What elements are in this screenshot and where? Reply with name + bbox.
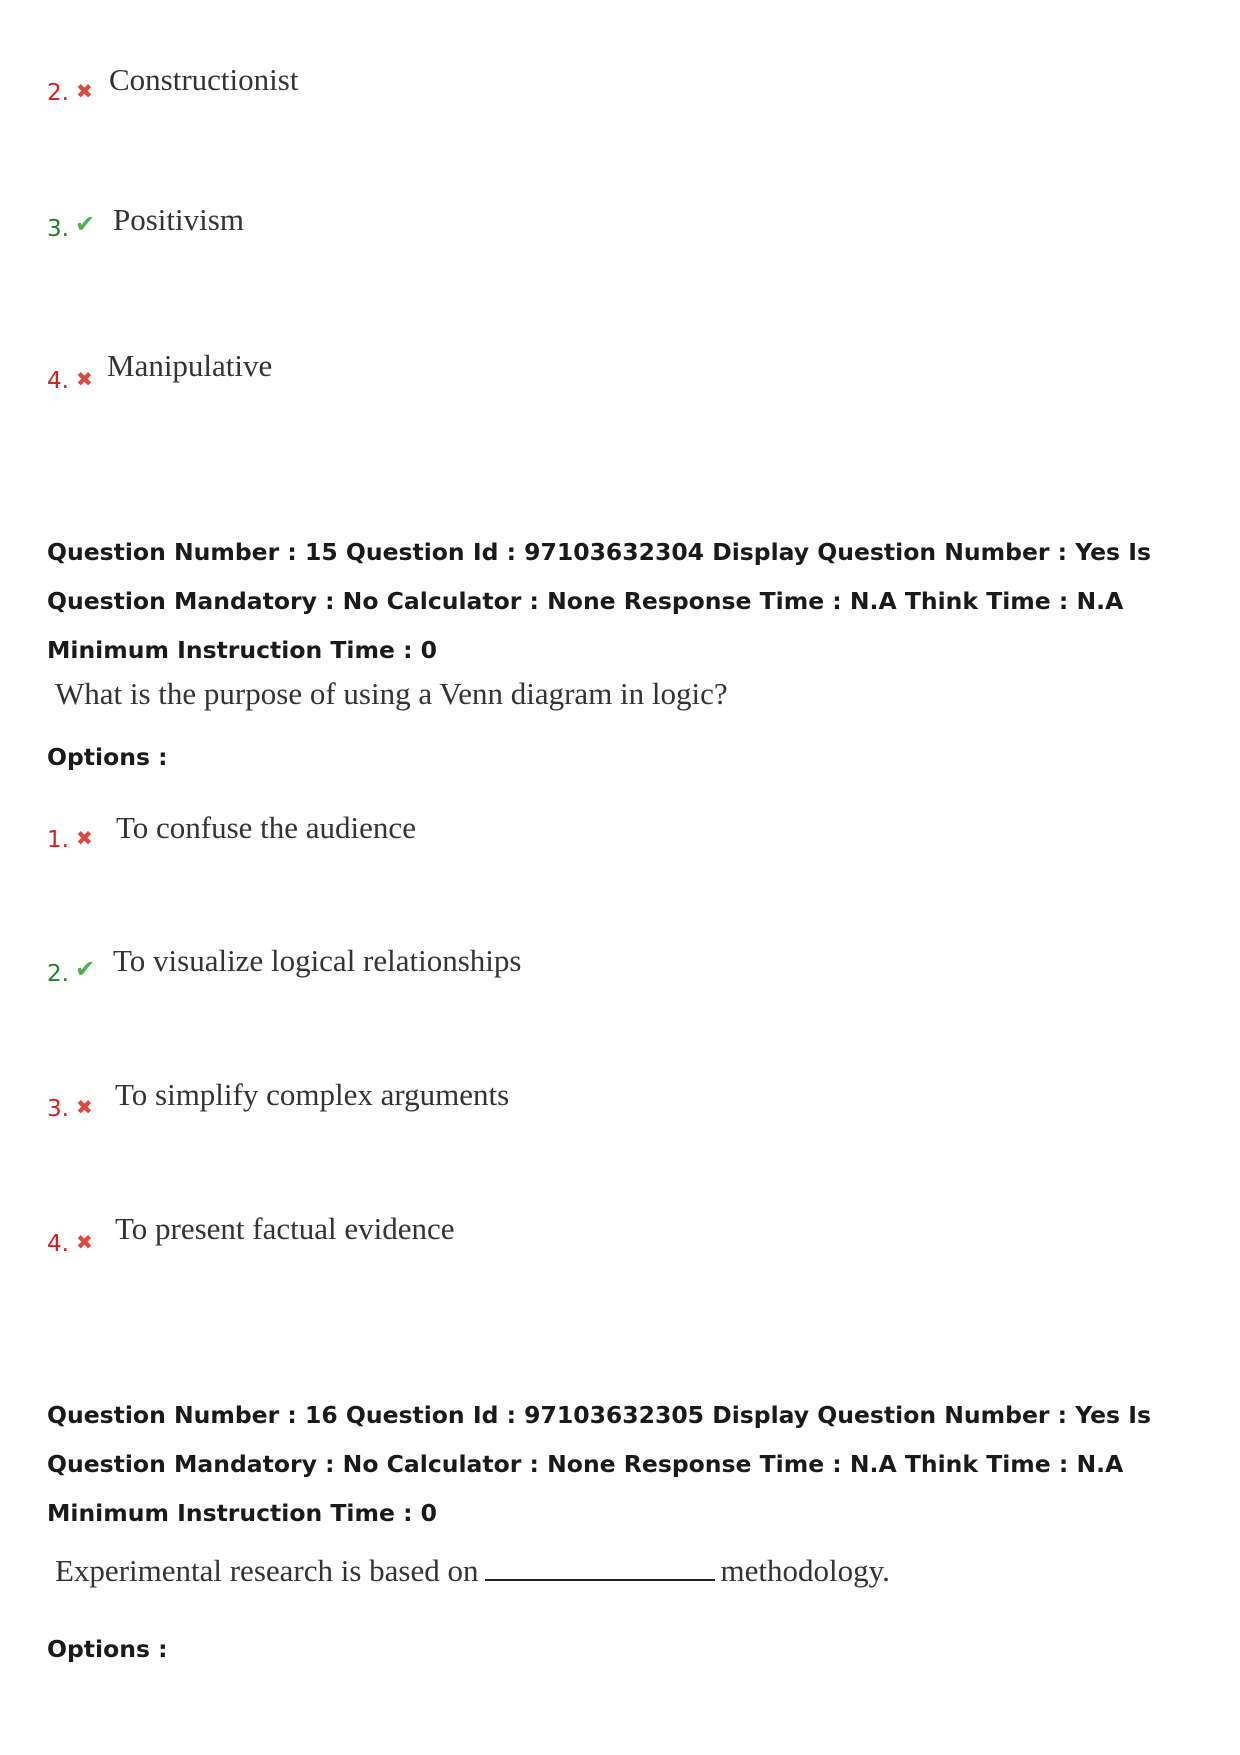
- question-16-meta: Question Number : 16 Question Id : 97103632305 Display Question Number : Yes Is Question Mandatory : No Calculator : None Response Time : N.A Think Time : N.A Minimum Instruction Time : 0: [47, 1401, 1151, 1527]
- options-label: Options :: [47, 743, 168, 771]
- cross-icon: ✖: [76, 79, 93, 103]
- option-text: To present factual evidence: [115, 1211, 455, 1246]
- option-2-prev: [47, 62, 947, 122]
- option-2: [47, 943, 947, 1003]
- question-16-text-before: Experimental research is based on: [55, 1553, 479, 1588]
- option-number: 2.: [47, 80, 69, 106]
- option-text: To simplify complex arguments: [115, 1077, 510, 1112]
- option-number: 4.: [47, 1231, 69, 1257]
- option-1: [47, 810, 947, 870]
- option-3: [47, 1077, 947, 1137]
- cross-icon: ✖: [76, 1095, 93, 1119]
- option-number: 4.: [47, 368, 69, 394]
- question-15-meta: Question Number : 15 Question Id : 97103632304 Display Question Number : Yes Is Question Mandatory : No Calculator : None Response Time : N.A Think Time : N.A Minimum Instruction Time : 0: [47, 538, 1151, 664]
- cross-icon: ✖: [76, 826, 93, 850]
- question-16-text-after: methodology.: [720, 1553, 890, 1588]
- option-text: Constructionist: [109, 62, 299, 97]
- check-icon: ✔: [75, 955, 96, 983]
- option-text: To visualize logical relationships: [113, 943, 522, 978]
- option-4-prev: [47, 343, 947, 403]
- option-4: [47, 1211, 947, 1271]
- cross-icon: ✖: [76, 1230, 93, 1254]
- option-number: 2.: [47, 961, 69, 987]
- cross-icon: ✖: [76, 367, 93, 391]
- option-number: 3.: [47, 1096, 69, 1122]
- options-label: Options :: [47, 1635, 168, 1663]
- option-number: 1.: [47, 827, 69, 853]
- option-number: 3.: [47, 216, 69, 242]
- question-15-text: What is the purpose of using a Venn diagram in logic?: [55, 676, 728, 711]
- option-3-prev: [47, 200, 947, 260]
- blank-line: [485, 1553, 715, 1581]
- question-16-text: [55, 1553, 890, 1589]
- option-text: Positivism: [113, 202, 244, 237]
- option-text: To confuse the audience: [116, 810, 416, 845]
- check-icon: ✔: [75, 210, 96, 238]
- option-text: Manipulative: [107, 348, 273, 383]
